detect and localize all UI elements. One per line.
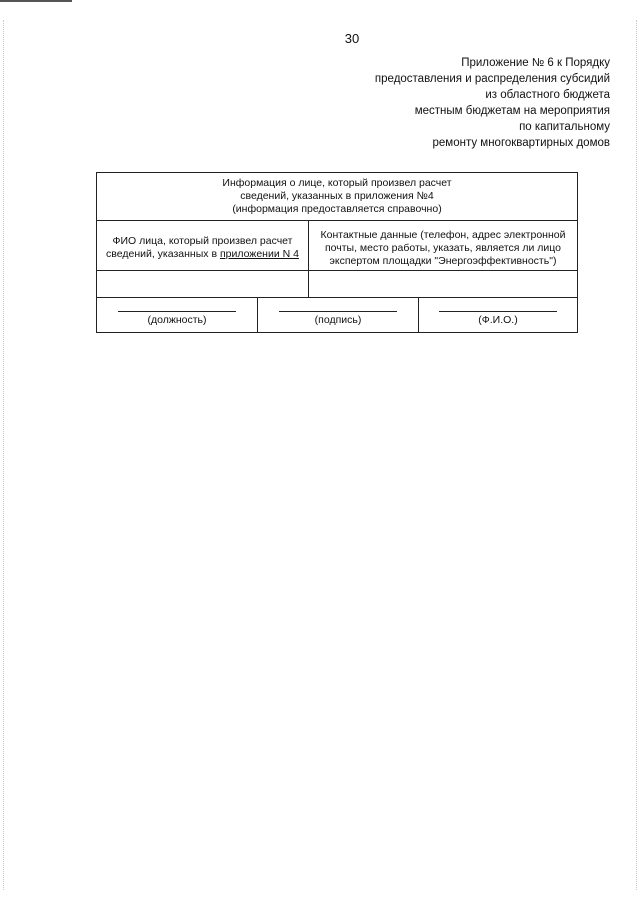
fio-column-header <box>97 221 309 271</box>
name-cell[interactable] <box>419 298 578 332</box>
info-table <box>96 172 578 333</box>
contacts-header-line: почты, место работы, указать, является ли лицо <box>324 241 562 254</box>
signature-label: (подпись) <box>314 314 362 326</box>
appendix-header-line: Приложение № 6 к Порядку <box>461 57 610 69</box>
appendix-header-line: предоставления и распределения субсидий <box>374 73 610 85</box>
appendix-4-link[interactable]: приложении N 4 <box>219 248 299 260</box>
table-caption-line: (информация предоставляется справочно) <box>232 203 442 215</box>
position-line <box>118 311 236 312</box>
contacts-header-line: экспертом площадки "Энергоэффективность") <box>329 254 557 267</box>
appendix-header <box>280 55 610 151</box>
scan-corner-mark <box>0 0 72 2</box>
scan-edge-right <box>636 20 637 890</box>
signature-row <box>97 298 578 333</box>
table-caption <box>97 173 578 221</box>
scan-edge-left <box>3 20 4 890</box>
table-caption-line: сведений, указанных в приложения №4 <box>240 190 434 202</box>
fio-value-cell[interactable] <box>97 271 309 298</box>
contacts-column-header <box>309 221 578 271</box>
name-line <box>439 311 557 312</box>
position-label: (должность) <box>147 314 207 326</box>
position-cell[interactable] <box>97 298 258 332</box>
contacts-header-line: Контактные данные (телефон, адрес электронной <box>320 228 566 241</box>
appendix-header-line: по капитальному <box>519 121 610 133</box>
page-number: 30 <box>344 31 360 46</box>
fio-header-line <box>97 248 308 261</box>
signature-table <box>97 298 577 332</box>
contacts-value-cell[interactable] <box>309 271 578 298</box>
fio-header-line: ФИО лица, который произвел расчет <box>112 235 293 247</box>
name-label: (Ф.И.О.) <box>478 314 518 326</box>
signature-line <box>279 311 397 312</box>
fio-header-text: сведений, указанных в <box>106 248 220 260</box>
appendix-header-line: ремонту многоквартирных домов <box>432 137 610 149</box>
signature-cell[interactable] <box>258 298 419 332</box>
appendix-header-line: из областного бюджета <box>485 89 610 101</box>
appendix-header-line: местным бюджетам на мероприятия <box>414 105 610 117</box>
table-caption-line: Информация о лице, который произвел расчет <box>222 177 452 189</box>
